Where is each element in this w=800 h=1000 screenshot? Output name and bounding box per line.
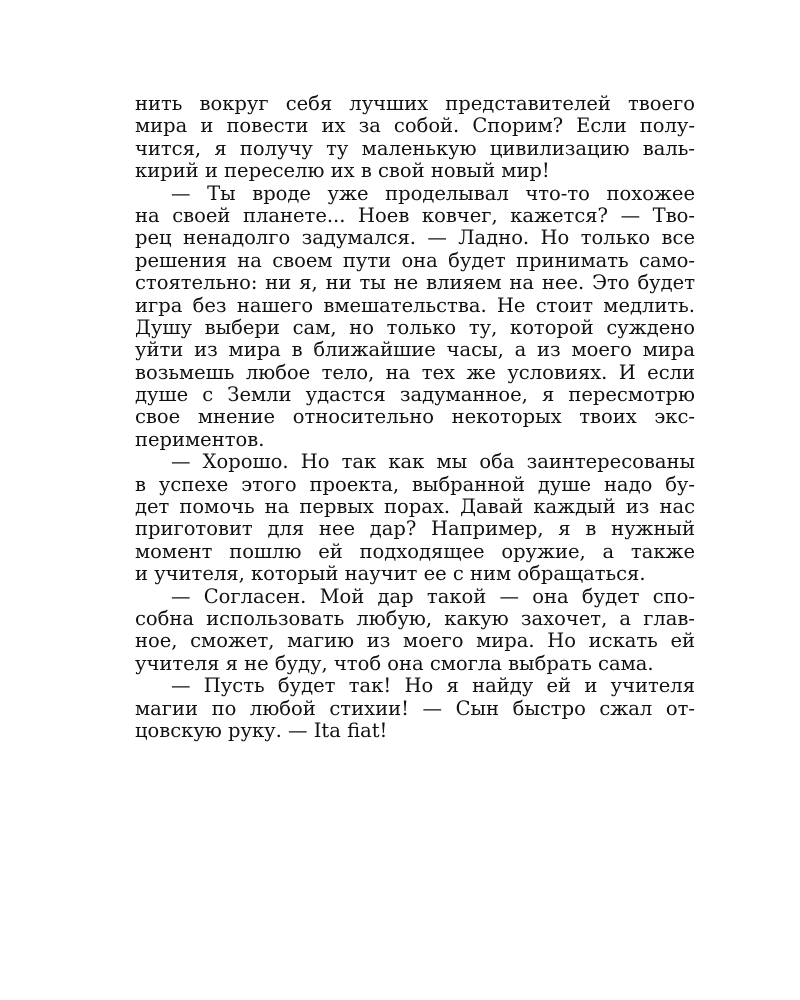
text-line: — Пусть будет так! Но я найду ей и учителя — [171, 674, 695, 698]
text-line: душе с Земли удастся задуманное, я пересмотрю — [135, 383, 695, 407]
text-line: рец ненадолго задумался. — Ладно. Но только все — [135, 226, 695, 250]
text-line: кирий и переселю их в свой новый мир! — [135, 159, 550, 183]
text-line: — Согласен. Мой дар такой — она будет спо- — [171, 584, 695, 608]
text-line: на своей планете... Ноев ковчег, кажется? — Тво- — [135, 203, 695, 227]
text-line: — Ты вроде уже проделывал что-то похожее — [171, 181, 695, 205]
book-page — [135, 93, 695, 742]
text-line: в успехе этого проекта, выбранной душе надо бу- — [135, 472, 695, 496]
text-line: учителя я не буду, чтоб она смогла выбрать сама. — [135, 651, 654, 675]
text-line: момент пошлю ей подходящее оружие, а также — [135, 539, 695, 563]
text-line: свое мнение относительно некоторых твоих экс- — [135, 405, 695, 429]
text-line: стоятельно: ни я, ни ты не влияем на нее. Это будет — [135, 271, 695, 295]
text-line: игра без нашего вмешательства. Не стоит медлить. — [135, 293, 695, 317]
text-line: магии по любой стихии! — Сын быстро сжал от- — [135, 696, 695, 720]
text-line: — Хорошо. Но так как мы оба заинтересованы — [171, 450, 695, 474]
text-line: и учителя, который научит ее с ним обращаться. — [135, 562, 646, 586]
text-line: приготовит для нее дар? Например, я в нужный — [135, 517, 695, 541]
text-line: уйти из мира в ближайшие часы, а из моего мира — [135, 338, 695, 362]
text-line: ное, сможет, магию из моего мира. Но искать ей — [135, 629, 695, 653]
text-line: собна использовать любую, какую захочет, а глав- — [135, 606, 695, 630]
text-line: решения на своем пути она будет принимать само- — [135, 248, 695, 272]
text-line: периментов. — [135, 427, 265, 451]
text-line: Душу выбери сам, но только ту, которой суждено — [135, 315, 695, 339]
text-line: чится, я получу ту маленькую цивилизацию валь- — [135, 136, 695, 160]
text-line: нить вокруг себя лучших представителей твоего — [135, 92, 695, 115]
text-line: цовскую руку. — Ita fiat! — [135, 718, 388, 742]
text-line: возьмешь любое тело, на тех же условиях. И если — [135, 360, 695, 384]
text-line: дет помочь на первых порах. Давай каждый из нас — [135, 495, 695, 519]
text-line: мира и повести их за собой. Спорим? Если полу- — [135, 114, 695, 138]
